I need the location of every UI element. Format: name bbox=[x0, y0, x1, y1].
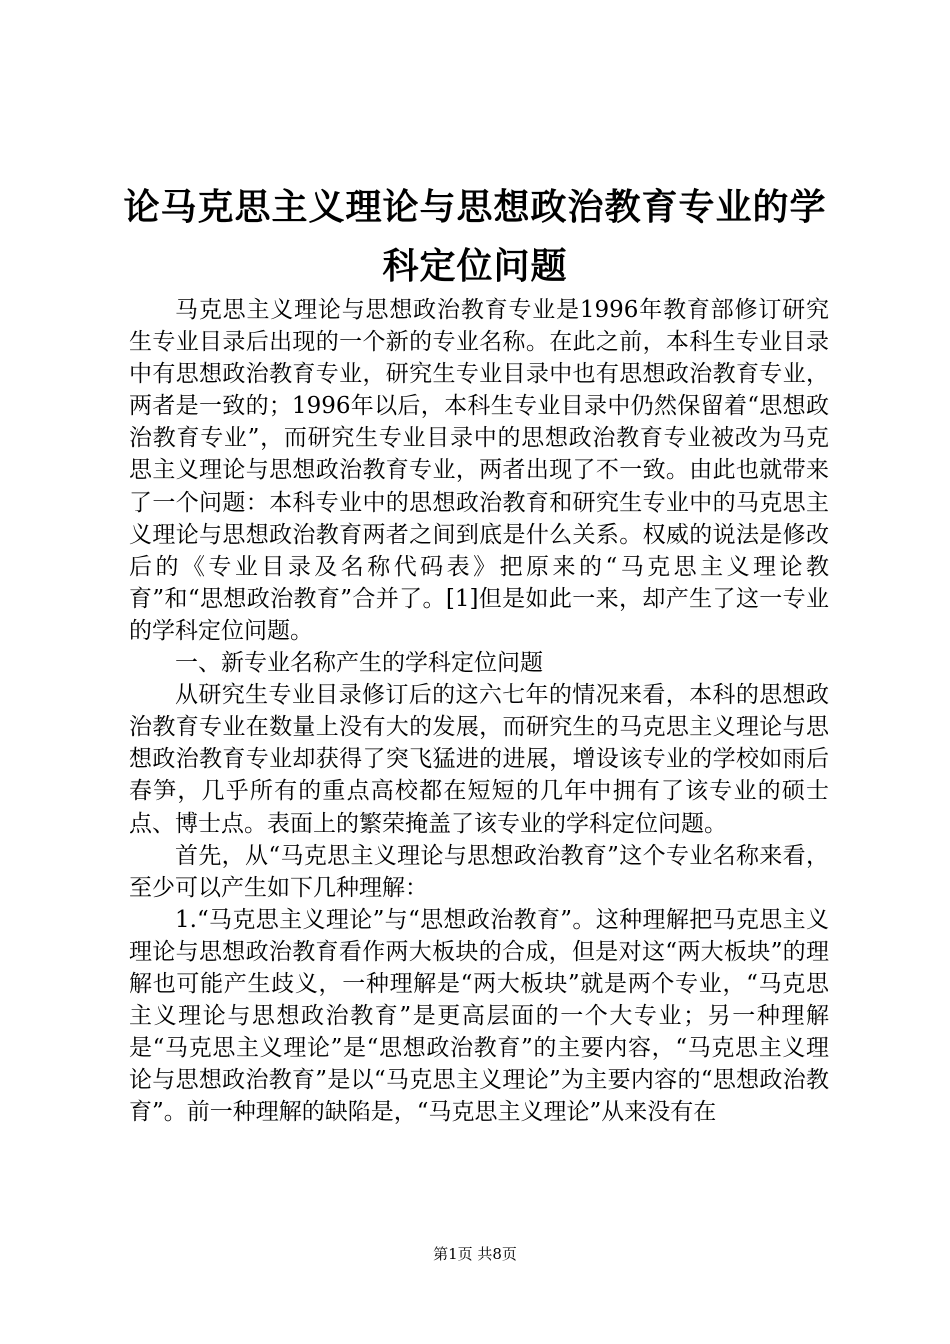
paragraph: 马克思主义理论与思想政治教育专业是1996年教育部修订研究生专业目录后出现的一个新的专业名称。在此之前，本科生专业目录中有思想政治教育专业，研究生专业目录中也有思想政治教育专业，两者是一致的；1996年以后，本科生专业目录中仍然保留着“思想政治教育专业”，而研究生专业目录中的思想政治教育专业被改为马克思主义理论与思想政治教育专业，两者出现了不一致。由此也就带来了一个问题：本科专业中的思想政治教育和研究生专业中的马克思主义理论与思想政治教育两者之间到底是什么关系。权威的说法是修改后的《专业目录及名称代码表》把原来的“马克思主义理论教育”和“思想政治教育”合并了。[1]但是如此一来，却产生了这一专业的学科定位问题。 bbox=[129, 297, 829, 644]
paragraph: 首先，从“马克思主义理论与思想政治教育”这个专业名称来看，至少可以产生如下几种理解： bbox=[129, 842, 829, 901]
section-heading: 一、新专业名称产生的学科定位问题 bbox=[175, 650, 543, 677]
document-title: 论马克思主义理论与思想政治教育专业的学科定位问题 bbox=[123, 186, 827, 287]
page-footer: 第1页 共8页 bbox=[433, 1245, 517, 1263]
paragraph: 1.“马克思主义理论”与“思想政治教育”。这种理解把马克思主义理论与思想政治教育看作两大板块的合成，但是对这“两大板块”的理解也可能产生歧义，一种理解是“两大板块”就是两个专业，“马克思主义理论与思想政治教育”是更高层面的一个大专业；另一种理解是“马克思主义理论”是“思想政治教育”的主要内容，“马克思主义理论与思想政治教育”是以“马克思主义理论”为主要内容的“思想政治教育”。前一种理解的缺陷是，“马克思主义理论”从来没有在 bbox=[129, 906, 829, 1126]
paragraph: 从研究生专业目录修订后的这六七年的情况来看，本科的思想政治教育专业在数量上没有大的发展，而研究生的马克思主义理论与思想政治教育专业却获得了突飞猛进的进展，增设该专业的学校如雨后春笋，几乎所有的重点高校都在短短的几年中拥有了该专业的硕士点、博士点。表面上的繁荣掩盖了该专业的学科定位问题。 bbox=[129, 682, 829, 837]
document-body bbox=[129, 294, 829, 1128]
